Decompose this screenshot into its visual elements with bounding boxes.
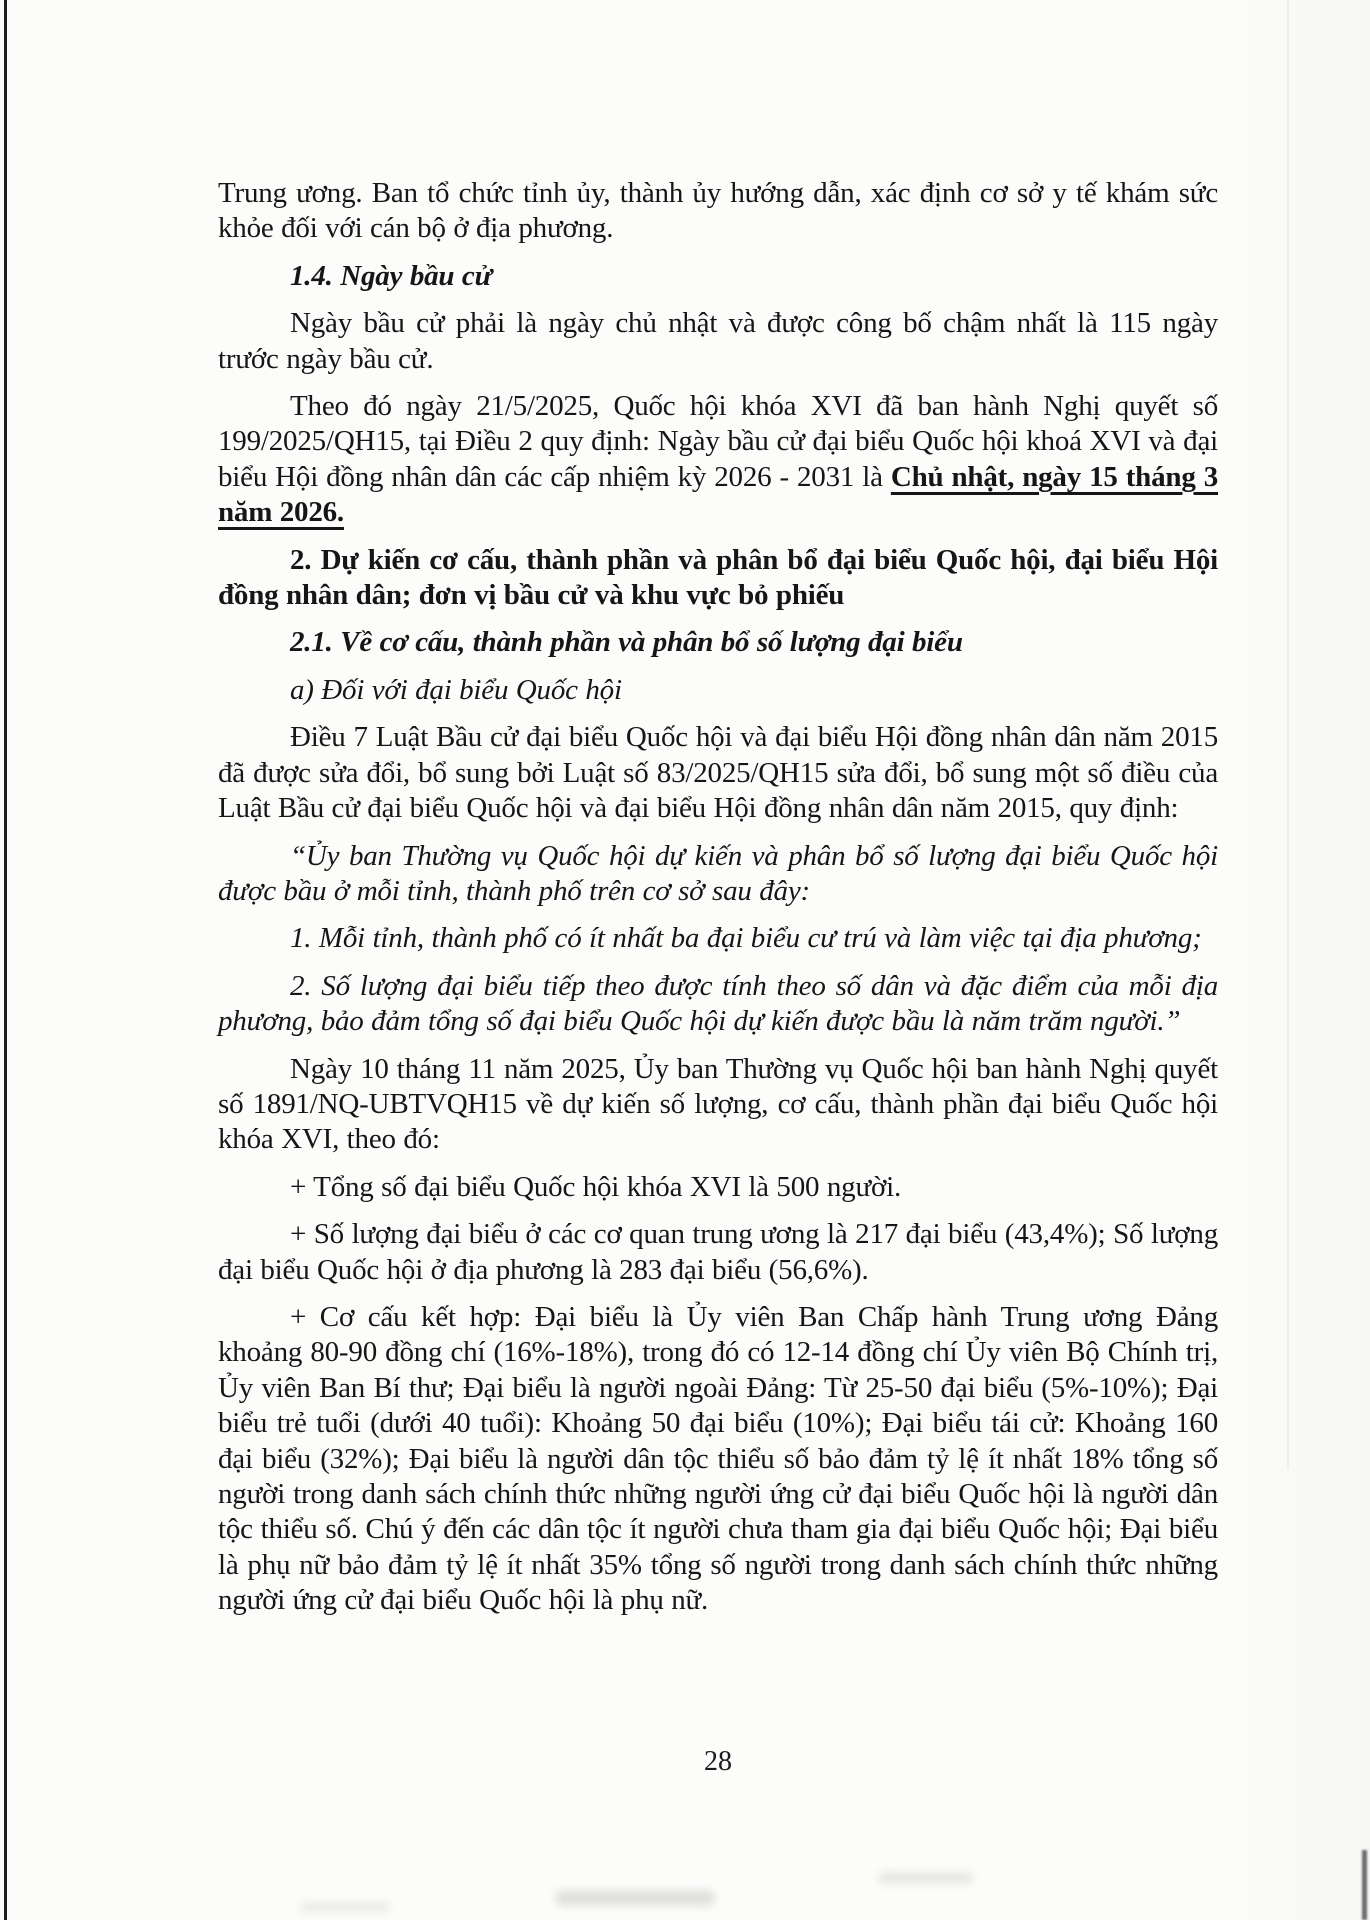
scan-artifact-smudge	[555, 1890, 715, 1906]
page-number: 28	[704, 1746, 732, 1777]
heading-ve-co-cau: 2.1. Về cơ cấu, thành phần và phân bổ số lượng đại biểu	[290, 626, 963, 659]
heading-du-kien-co-cau: 2. Dự kiến cơ cấu, thành phần và phân bổ đại biểu Quốc hội, đại biểu Hội đồng nhân dân; đơn vị bầu cử và khu vực bỏ phiếu	[218, 543, 1218, 612]
document-body	[218, 176, 1218, 1631]
scan-artifact-left-edge	[4, 0, 7, 1920]
quote-uy-ban-thuong-vu: “Ủy ban Thường vụ Quốc hội dự kiến và phân bổ số lượng đại biểu Quốc hội được bầu ở mỗi tỉnh, thành phố trên cơ sở sau đây:	[218, 839, 1218, 907]
para-nghi-quyet-199-text: Theo đó ngày 21/5/2025, Quốc hội khóa XVI đã ban hành Nghị quyết số 199/2025/QH15, tại Điều 2 quy định: Ngày bầu cử đại biểu Quốc hội khoá XVI và đại biểu Hội đồng nhân dân các cấp nhiệm kỳ 2026 - 2031 là	[218, 390, 1218, 493]
heading-ngay-bau-cu: 1.4. Ngày bầu cử	[290, 259, 492, 292]
para-nghi-quyet-1891: Ngày 10 tháng 11 năm 2025, Ủy ban Thường vụ Quốc hội ban hành Nghị quyết số 1891/NQ-UBTVQH15 về dự kiến số lượng, cơ cấu, thành phần đại biểu Quốc hội khóa XVI, theo đó:	[218, 1052, 1218, 1156]
para-dieu-7-luat-bau-cu: Điều 7 Luật Bầu cử đại biểu Quốc hội và đại biểu Hội đồng nhân dân năm 2015 đã được sửa đổi, bổ sung bởi Luật số 83/2025/QH15 sửa đổi, bổ sung một số điều của Luật Bầu cử đại biểu Quốc hội và đại biểu Hội đồng nhân dân năm 2015, quy định:	[218, 721, 1218, 825]
bullet-so-luong-dai-bieu: + Số lượng đại biểu ở các cơ quan trung ương là 217 đại biểu (43,4%); Số lượng đại biểu Quốc hội ở địa phương là 283 đại biểu (56,6%).	[218, 1218, 1218, 1286]
para-nghi-quyet-199	[218, 389, 1218, 531]
scan-artifact-smudge	[300, 1902, 390, 1912]
scan-artifact-smudge	[878, 1872, 973, 1884]
scan-artifact-right-bottom-edge	[1362, 1850, 1367, 1920]
quote-item-1: 1. Mỗi tỉnh, thành phố có ít nhất ba đại biểu cư trú và làm việc tại địa phương;	[290, 922, 1202, 955]
heading-doi-voi-dai-bieu-quoc-hoi: a) Đối với đại biểu Quốc hội	[290, 673, 622, 706]
scan-artifact-right-line	[1287, 0, 1289, 1470]
bullet-co-cau-ket-hop: + Cơ cấu kết hợp: Đại biểu là Ủy viên Ban Chấp hành Trung ương Đảng khoảng 80-90 đồng chí (16%-18%), trong đó có 12-14 đồng chí Ủy viên Bộ Chính trị, Ủy viên Ban Bí thư; Đại biểu là người ngoài Đảng: Từ 25-50 đại biểu (5%-10%); Đại biểu trẻ tuổi (dưới 40 tuổi): Khoảng 50 đại biểu (10%); Đại biểu tái cử: Khoảng 160 đại biểu (32%); Đại biểu là người dân tộc thiểu số bảo đảm tỷ lệ ít nhất 18% tổng số người trong danh sách chính thức những người ứng cử đại biểu Quốc hội là người dân tộc thiểu số. Chú ý đến các dân tộc ít người chưa tham gia đại biểu Quốc hội; Đại biểu là phụ nữ bảo đảm tỷ lệ ít nhất 35% tổng số người trong danh sách chính thức những người ứng cử đại biểu Quốc hội là phụ nữ.	[218, 1300, 1218, 1617]
para-election-day-rule: Ngày bầu cử phải là ngày chủ nhật và được công bố chậm nhất là 115 ngày trước ngày bầu cử.	[218, 307, 1218, 375]
para-continuation-health-check: Trung ương. Ban tổ chức tỉnh ủy, thành ủy hướng dẫn, xác định cơ sở y tế khám sức khỏe đối với cán bộ ở địa phương.	[218, 177, 1218, 245]
quote-item-2: 2. Số lượng đại biểu tiếp theo được tính theo số dân và đặc điểm của mỗi địa phương, bảo đảm tổng số đại biểu Quốc hội dự kiến được bầu là năm trăm người.”	[218, 969, 1218, 1038]
bullet-tong-so-dai-bieu: + Tổng số đại biểu Quốc hội khóa XVI là 500 người.	[290, 1170, 902, 1203]
election-date-emphasis: Chủ nhật, ngày 15 tháng 3 năm 2026.	[218, 460, 1218, 529]
